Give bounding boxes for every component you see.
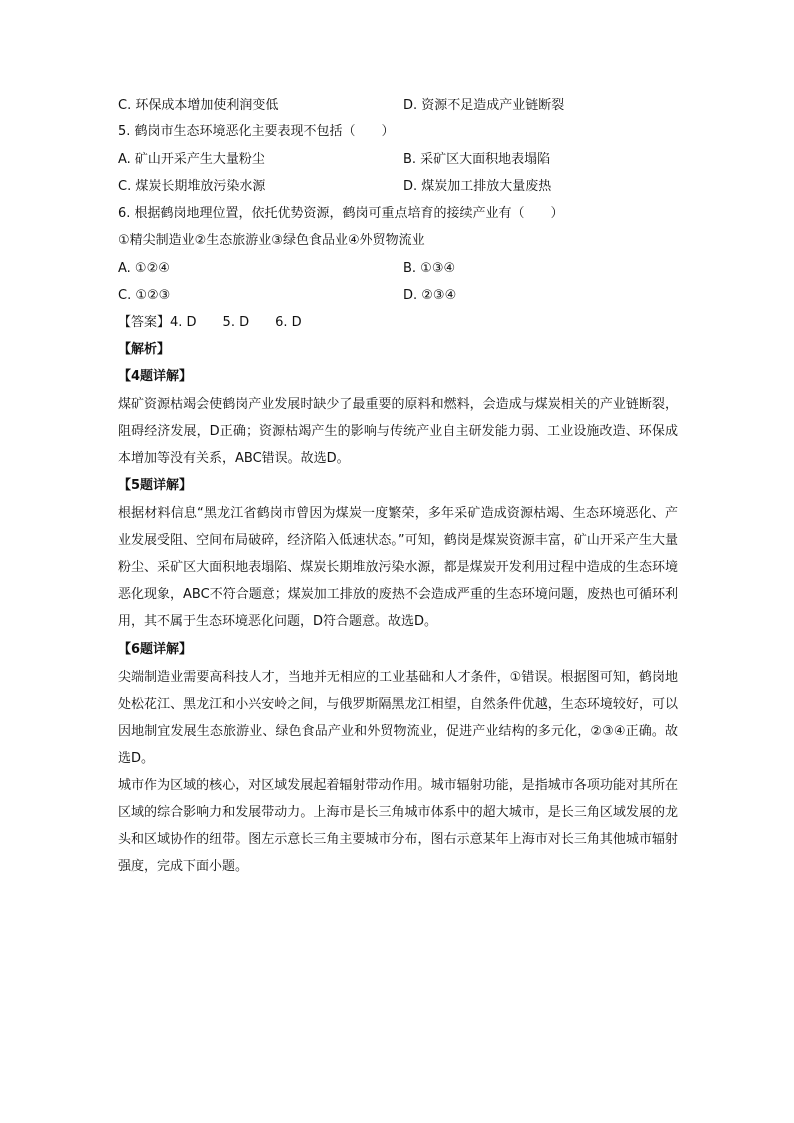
q5-option-b: B. 采矿区大面积地表塌陷: [403, 152, 551, 167]
q4-detail-heading: 【4题详解】: [118, 369, 193, 384]
q5-detail-text: 根据材料信息“黑龙江省鹤岗市曾因为煤炭一度繁荣，多年采矿造成资源枯竭、生态环境恶化、产业发展受阻、空间布局破碎，经济陷入低速状态。”可知，鹤岗是煤炭资源丰富，矿山开采产生大量粉尘、采矿区大面积地表塌陷、煤炭长期堆放污染水源，都是煤炭开发利用过程中造成的生态环境恶化现象，ABC不符合题意；煤炭加工排放的废热不会造成严重的生态环境问题，废热也可循环利用，其不属于生态环境恶化问题，D符合题意。故选D。: [118, 506, 678, 629]
q6-option-c: C. ①②③: [118, 288, 171, 303]
q6-option-b: B. ①③④: [403, 261, 456, 276]
intro-paragraph: 城市作为区域的核心，对区域发展起着辐射带动作用。城市辐射功能，是指城市各项功能对其所在区域的综合影响力和发展带动力。上海市是长三角城市体系中的超大城市，是长三角区域发展的龙头和区域协作的纽带。图左示意长三角主要城市分布，图右示意某年上海市对长三角其他城市辐射强度，完成下面小题。: [118, 778, 678, 874]
q5-stem: 5. 鹤岗市生态环境恶化主要表现不包括（ ）: [118, 124, 395, 139]
q6-list: ①精尖制造业②生态旅游业③绿色食品业④外贸物流业: [118, 233, 425, 248]
analysis-heading: 【解析】: [118, 342, 171, 357]
q5-option-d: D. 煤炭加工排放大量废热: [403, 179, 552, 194]
q6-detail-heading: 【6题详解】: [118, 642, 193, 657]
q6-detail-text: 尖端制造业需要高科技人才，当地并无相应的工业基础和人才条件，①错误。根据图可知，鹤岗地处松花江、黑龙江和小兴安岭之间，与俄罗斯隔黑龙江相望，自然条件优越，生态环境较好，可以因地制宜发展生态旅游业、绿色食品产业和外贸物流业，促进产业结构的多元化，②③④正确。故选D。: [118, 670, 678, 766]
q4-option-c: C. 环保成本增加使利润变低: [118, 98, 279, 113]
answer-line: 【答案】4. D 5. D 6. D: [118, 315, 302, 330]
q6-option-d: D. ②③④: [403, 288, 457, 303]
q6-option-a: A. ①②④: [118, 261, 170, 276]
q5-option-c: C. 煤炭长期堆放污染水源: [118, 179, 266, 194]
q5-option-a: A. 矿山开采产生大量粉尘: [118, 152, 265, 167]
q5-detail-heading: 【5题详解】: [118, 478, 193, 493]
q4-option-d: D. 资源不足造成产业链断裂: [403, 98, 565, 113]
q4-detail-text: 煤矿资源枯竭会使鹤岗产业发展时缺少了最重要的原料和燃料，会造成与煤炭相关的产业链断裂，阻碍经济发展，D正确；资源枯竭产生的影响与传统产业自主研发能力弱、工业设施改造、环保成本增加等没有关系，ABC错误。故选D。: [118, 397, 678, 466]
q6-stem: 6. 根据鹤岗地理位置，依托优势资源，鹤岗可重点培育的接续产业有（ ）: [118, 206, 564, 221]
